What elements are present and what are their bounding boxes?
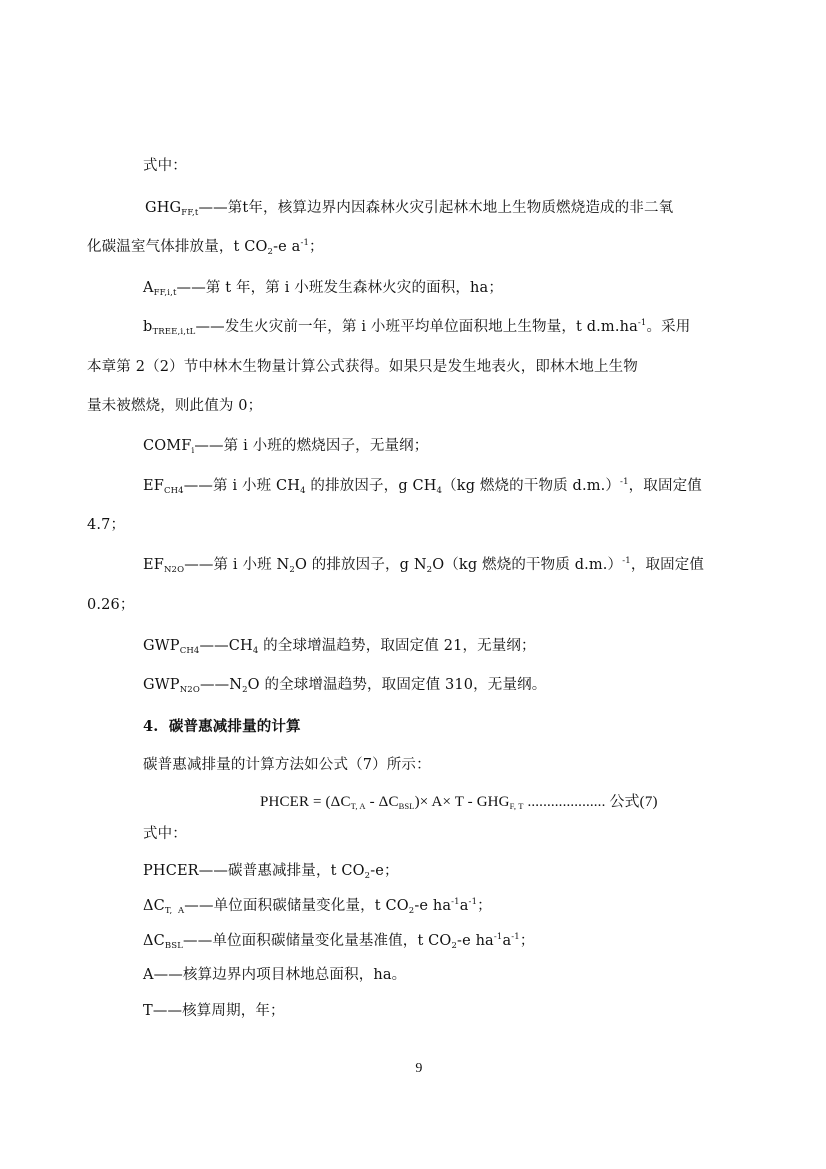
text-line: 式中： [143,158,187,174]
text-line: $A_{FF,i,t}——$第 t 年，第 i 小班发生森林火灾的面积，ha； [143,280,503,298]
text-line: 化碳温室气体排放量，t $CO_2-e$ $a^{-1}$； [87,238,324,257]
text-line: $GHG_{FF,t}——$第t年，核算边界内因森林火灾引起林木地上生物质燃烧造成的非二氧 [145,200,674,218]
text-line: PHCER——碳普惠减排量，t $CO_2-e$； [143,863,399,881]
text-line: $EF_{N2O}——$第 i 小班 $N_2O$ 的排放因子，g $N_2O(kg$ 燃烧的干物质 d.m.）$^{-1}$，取固定值 [143,556,705,575]
text-line: $EF_{CH4}——$第 i 小班 $CH_4$ 的排放因子，g $CH_4(kg$ 燃烧的干物质 d.m.）$^{-1}$，取固定值 [143,477,702,496]
text-line: $GWP_{CH4}——CH_4$ 的全球增温趋势，取固定值 21，无量纲； [143,638,536,656]
text-line: 碳普惠减排量的计算方法如公式（7）所示： [143,757,431,773]
text-line: $GWP_{N2O}——N_2O$ 的全球增温趋势，取固定值 310，无量纲。 [143,677,547,695]
text-line: 0.26； [87,597,135,613]
text-line: 4.7； [87,517,126,533]
formula-7: PHCER = $(\Delta C_{T, A} - \Delta C_{BSL})\times A\times T - GHG_{F, T}$ .................... 公式(7) [260,794,658,811]
text-line: A——核算边界内项目林地总面积，ha。 [143,967,407,983]
text-line: 本章第 2（2）节中林木生物量计算公式获得。如果只是发生地表火，即林木地上生物 [87,359,638,375]
text-line: $\Delta C_{T, A}——$单位面积碳储量变化量，t $CO_2-e$ $ha^{-1}a^{-1}$； [143,897,492,916]
page-number: 9 [415,1061,423,1076]
text-line: 式中： [143,826,187,842]
section-heading: 4. 碳普惠减排量的计算 [143,718,301,735]
text-line: 量未被燃烧，则此值为 0； [87,398,263,414]
text-line: $\Delta C_{BSL}——$单位面积碳储量变化量基准值，t $CO_2-e$ $ha^{-1}a^{-1}$； [143,932,535,951]
text-line: $COMF_i——$第 i 小班的燃烧因子，无量纲； [143,438,429,456]
text-line: T——核算周期，年； [143,1003,285,1019]
text-line: $b_{TREE,i,tL}——$发生火灾前一年，第 i 小班平均单位面积地上生物量，t $d.m.ha^{-1}$。采用 [143,318,691,337]
